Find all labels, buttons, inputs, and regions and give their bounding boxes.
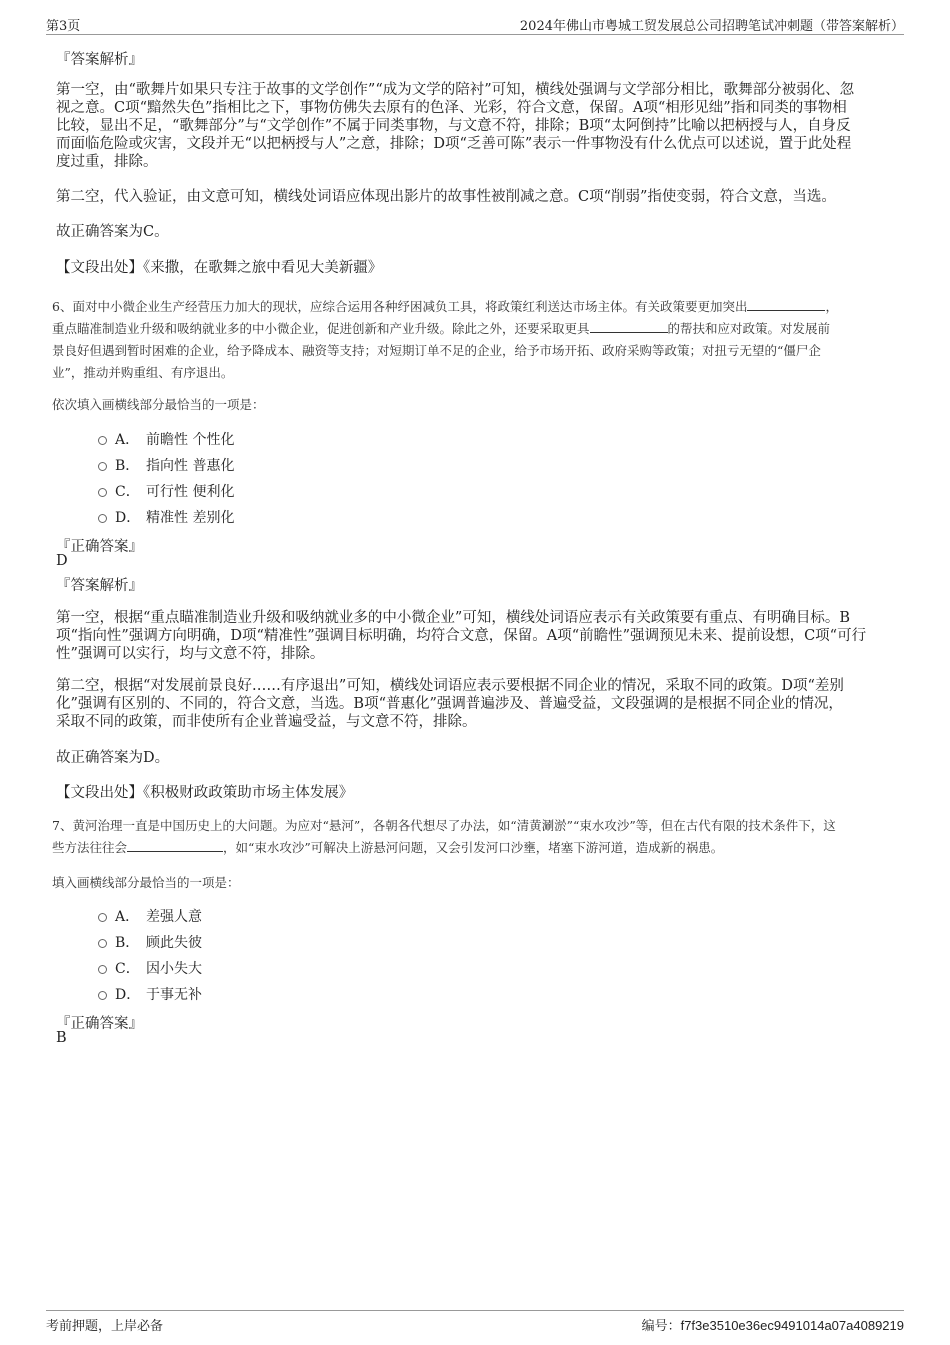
text-line: 采取不同的政策，而非使所有企业普遍受益，与文意不符，排除。	[56, 714, 477, 730]
option-c[interactable]: C． 因小失大	[98, 958, 202, 978]
page-number: 第3页	[46, 19, 81, 34]
text-line: 而面临危险或灾害，文段并无“以把柄授与人”之意，排除；D项“乏善可陈”表示一件事物没有什么优点可以述说，置于此处程	[56, 136, 852, 152]
page-footer	[46, 1310, 904, 1333]
option-d[interactable]: D． 于事无补	[98, 984, 202, 1004]
text-line: 视之意。C项“黯然失色”指相比之下，事物仿佛失去原有的色泽、光彩，符合文意，保留。A项“相形见绌”指和同类的事物相	[56, 100, 847, 116]
analysis-paragraph-1	[56, 609, 894, 663]
radio-icon[interactable]	[98, 965, 107, 974]
page-header	[46, 14, 904, 35]
source-citation: 【文段出处】《来撒，在歌舞之旅中看见大美新疆》	[56, 260, 383, 276]
analysis-paragraph-2	[56, 677, 894, 731]
source-citation: 【文段出处】《积极财政政策助市场主体发展》	[56, 785, 354, 801]
correct-answer-value: B	[56, 1030, 67, 1046]
question-6-instruction: 依次填入画横线部分最恰当的一项是：	[52, 397, 265, 412]
document-title: 2024年佛山市粤城工贸发展总公司招聘笔试冲刺题（带答案解析）	[519, 19, 904, 34]
question-6-stem	[52, 296, 890, 384]
radio-icon[interactable]	[98, 462, 107, 471]
text-line: 景良好但遇到暂时困难的企业，给予降成本、融资等支持；对短期订单不足的企业，给予市场开拓、政府采购等政策；对扭亏无望的“僵尸企	[52, 343, 821, 358]
fill-blank	[747, 298, 825, 311]
correct-answer-value: D	[56, 553, 68, 569]
text-line: 7、黄河治理一直是中国历史上的大问题。为应对“悬河”，各朝各代想尽了办法，如“清黄涮淤”“束水攻沙”等，但在古代有限的技术条件下，这	[52, 818, 836, 833]
text-line: 业”，推动并购重组、有序退出。	[52, 365, 234, 380]
text-line: 度过重，排除。	[56, 154, 158, 170]
text-line: 第二空，根据“对发展前景良好……有序退出”可知，横线处词语应表示要根据不同企业的情况，采取不同的政策。D项“差别	[56, 678, 844, 694]
option-a[interactable]: A． 前瞻性 个性化	[98, 429, 234, 449]
correct-answer-label: 『正确答案』	[56, 539, 143, 555]
option-b[interactable]: B． 顾此失彼	[98, 932, 202, 952]
option-a[interactable]: A． 差强人意	[98, 906, 202, 926]
analysis-paragraph-1	[56, 81, 894, 171]
serial-number: 编号：f7f3e3510e36ec9491014a07a4089219	[641, 1318, 904, 1334]
analysis-label: 『答案解析』	[56, 52, 143, 68]
option-d[interactable]: D． 精准性 差别化	[98, 507, 234, 527]
text-line: 重点瞄准制造业升级和吸纳就业多的中小微企业，促进创新和产业升级。除此之外，还要采取更具 的帮扶和应对政策。对发展前	[52, 321, 831, 336]
radio-icon[interactable]	[98, 913, 107, 922]
text-line: 第一空，根据“重点瞄准制造业升级和吸纳就业多的中小微企业”可知，横线处词语应表示有关政策要有重点、有明确目标。B	[56, 610, 850, 626]
footer-slogan: 考前押题，上岸必备	[46, 1319, 164, 1334]
radio-icon[interactable]	[98, 939, 107, 948]
correct-answer-label: 『正确答案』	[56, 1016, 143, 1032]
option-b[interactable]: B． 指向性 普惠化	[98, 455, 234, 475]
text-line: 项“指向性”强调方向明确，D项“精准性”强调目标明确，均符合文意，保留。A项“前瞻性”强调预见未来、提前设想，C项“可行	[56, 628, 867, 644]
radio-icon[interactable]	[98, 488, 107, 497]
fill-blank	[127, 839, 223, 852]
question-7-instruction: 填入画横线部分最恰当的一项是：	[52, 875, 240, 890]
analysis-paragraph-2: 第二空，代入验证，由文意可知，横线处词语应体现出影片的故事性被削减之意。C项“削弱”指使变弱，符合文意，当选。	[56, 189, 836, 205]
text-line: 化”强调有区别的、不同的，符合文意，当选。B项“普惠化”强调普遍涉及、普遍受益，文段强调的是根据不同企业的情况，	[56, 696, 843, 712]
fill-blank	[590, 320, 668, 333]
conclusion: 故正确答案为C。	[56, 224, 169, 240]
radio-icon[interactable]	[98, 514, 107, 523]
radio-icon[interactable]	[98, 436, 107, 445]
question-7-stem	[52, 815, 890, 859]
text-line: 性”强调可以实行，均与文意不符，排除。	[56, 646, 325, 662]
text-line: 第一空，由“歌舞片如果只专注于故事的文学创作”“成为文学的陪衬”可知，横线处强调与文学部分相比，歌舞部分被弱化、忽	[56, 82, 855, 98]
text-line: 些方法往往会 ，如“束水攻沙”可解决上游悬河问题，又会引发河口沙壅，堵塞下游河道，造成新的祸患。	[52, 840, 724, 855]
text-line: 6、面对中小微企业生产经营压力加大的现状，应综合运用各种纾困减负工具，将政策红利送达市场主体。有关政策要更加突出 ，	[52, 299, 838, 314]
analysis-label: 『答案解析』	[56, 578, 143, 594]
text-line: 比较，显出不足，“歌舞部分”与“文学创作”不属于同类事物，与文意不符，排除；B项“太阿倒持”比喻以把柄授与人，自身反	[56, 118, 851, 134]
conclusion: 故正确答案为D。	[56, 750, 170, 766]
option-c[interactable]: C． 可行性 便利化	[98, 481, 234, 501]
radio-icon[interactable]	[98, 991, 107, 1000]
